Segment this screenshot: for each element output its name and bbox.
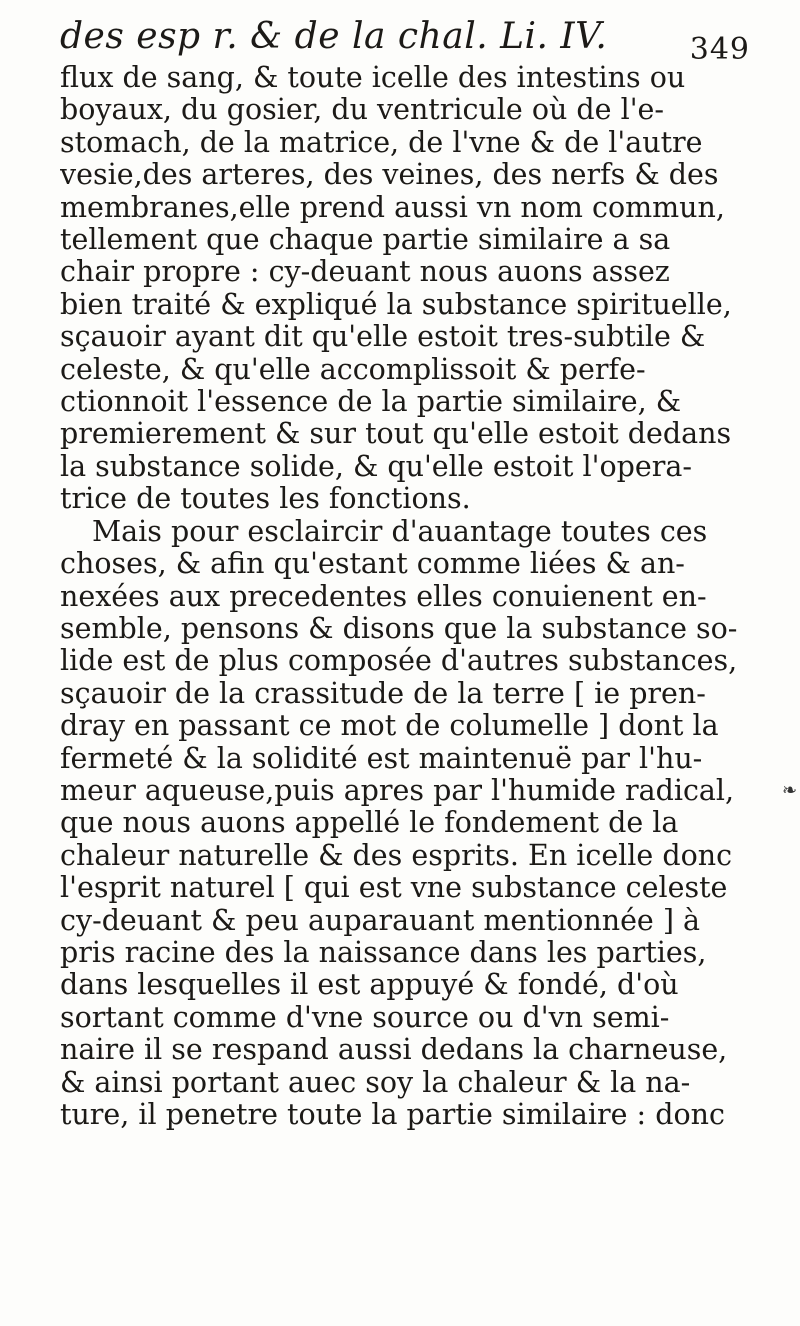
text-line: la substance solide, & qu'elle estoit l'opera- xyxy=(60,450,693,483)
text-line: stomach, de la matrice, de l'vne & de l'autre xyxy=(60,126,703,159)
text-line: chair propre : cy-deuant nous auons assez xyxy=(60,256,670,289)
text-line: ture, il penetre toute la partie similaire : donc xyxy=(60,1099,725,1131)
text-line: nexées aux precedentes elles conuienent en- xyxy=(60,580,707,613)
text-line: naire il se respand aussi dedans la charneuse, xyxy=(60,1034,728,1067)
text-line: bien traité & expliqué la substance spirituelle, xyxy=(60,288,732,321)
body-text xyxy=(60,62,772,1131)
text-line: l'esprit naturel [ qui est vne substance celeste xyxy=(60,872,728,905)
text-line: sçauoir de la crassitude de la terre [ ie pren- xyxy=(60,677,706,710)
margin-mark: ❧ xyxy=(782,780,798,801)
text-line: flux de sang, & toute icelle des intestins ou xyxy=(60,62,686,94)
text-line: choses, & afin qu'estant comme liées & an- xyxy=(60,548,685,581)
text-line: cy-deuant & peu auparauant mentionnée ] à xyxy=(60,904,701,937)
text-line: sçauoir ayant dit qu'elle estoit tres-subtile & xyxy=(60,321,706,354)
text-line: premierement & sur tout qu'elle estoit dedans xyxy=(60,418,732,451)
text-line: meur aqueuse,puis apres par l'humide radical, xyxy=(60,774,735,807)
text-line: fermeté & la solidité est maintenuë par l'hu- xyxy=(60,742,703,775)
text-line: dans lesquelles il est appuyé & fondé, d'où xyxy=(60,969,679,1002)
text-line: ctionnoit l'essence de la partie similaire, & xyxy=(60,386,682,419)
text-line: boyaux, du gosier, du ventricule où de l'e- xyxy=(60,94,665,127)
text-line: semble, pensons & disons que la substance so- xyxy=(60,612,738,645)
text-line: lide est de plus composée d'autres substances, xyxy=(60,645,738,678)
text-line: que nous auons appellé le fondement de la xyxy=(60,807,679,840)
page-number: 349 xyxy=(689,32,750,67)
text-line: celeste, & qu'elle accomplissoit & perfe- xyxy=(60,353,646,386)
text-line: sortant comme d'vne source ou d'vn semi- xyxy=(60,1001,670,1034)
text-line: tellement que chaque partie similaire a sa xyxy=(60,224,671,257)
text-line: & ainsi portant auec soy la chaleur & la na- xyxy=(60,1066,691,1099)
text-line: membranes,elle prend aussi vn nom commun, xyxy=(60,191,725,224)
running-head: des esp r. & de la chal. Li. IV. xyxy=(60,16,608,57)
text-line: dray en passant ce mot de columelle ] dont la xyxy=(60,710,719,743)
text-line: trice de toutes les fonctions. xyxy=(60,483,471,516)
text-line: pris racine des la naissance dans les parties, xyxy=(60,936,707,969)
text-line: Mais pour esclaircir d'auantage toutes ces xyxy=(92,515,708,548)
text-line: vesie,des arteres, des veines, des nerfs & des xyxy=(60,159,719,192)
text-line: chaleur naturelle & des esprits. En icelle donc xyxy=(60,839,733,872)
